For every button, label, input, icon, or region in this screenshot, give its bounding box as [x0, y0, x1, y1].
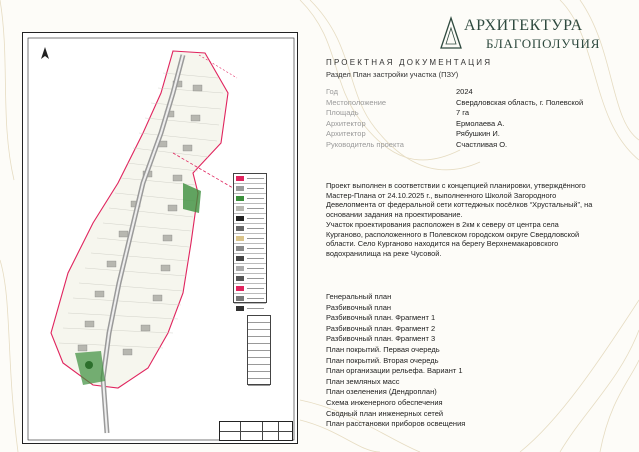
info-key: Местоположение	[326, 97, 387, 107]
document-subtitle: Раздел План застройки участка (ПЗУ)	[326, 70, 459, 79]
sheet-list-item: План земляных масс	[326, 376, 400, 386]
title-block-stamp	[219, 421, 293, 441]
description-paragraph-1: Проект выполнен в соответствии с концепцией планировки, утверждённого Мастер-Плана от 24.10.2025 г., выполненного Школой Загородного Девелопмента от федеральной сети коттеджных посёлков “Хрустальный”, на основании задания на проектирование.	[326, 181, 593, 220]
info-row-architect-1	[326, 119, 616, 130]
logo-triangle-icon	[440, 14, 462, 52]
description-paragraph-2: Участок проектирования расположен в 2км к северу от центра села Курганово, расположенного в Полевском городском округе Свердловской области. Село Курганово находится на берегу Верхнемакаровского водохранилища на реке Чусовой.	[326, 219, 580, 258]
drawing-legend	[233, 173, 267, 303]
document-title: ПРОЕКТНАЯ ДОКУМЕНТАЦИЯ	[326, 58, 493, 67]
info-value: 2024	[456, 87, 473, 96]
logo-line-2: БЛАГОПОЛУЧИЯ	[486, 36, 601, 51]
info-row-area	[326, 108, 616, 119]
sheet-list-item: План расстановки приборов освещения	[326, 419, 466, 429]
sheet-list-item: Разбивочный план	[326, 302, 392, 312]
info-key: Руководитель проекта	[326, 139, 404, 149]
sheet-list-item: Разбивочный план. Фрагмент 3	[326, 334, 436, 344]
project-info-table	[326, 87, 616, 150]
sheet-list-item: Сводный план инженерных сетей	[326, 408, 444, 418]
sheet-list-item: Разбивочный план. Фрагмент 1	[326, 313, 436, 323]
drawing-schedule-table	[247, 315, 271, 385]
drawing-sheet-list	[326, 292, 586, 430]
info-row-project-lead	[326, 140, 616, 151]
sheet-list-item: Разбивочный план. Фрагмент 2	[326, 323, 436, 333]
logo-line-1: АРХИТЕКТУРА	[464, 17, 583, 34]
sheet-list-item: Генеральный план	[326, 292, 392, 301]
info-value: Ермолаева А.	[456, 118, 505, 128]
info-row-location	[326, 98, 616, 109]
info-key: Год	[326, 87, 338, 96]
sheet-list-item: План покрытий. Вторая очередь	[326, 355, 439, 365]
info-value: 7 га	[456, 108, 469, 117]
sheet-list-item: Схема инженерного обеспечения	[326, 397, 443, 407]
project-description	[326, 181, 596, 259]
info-value: Рябушкин И.	[456, 129, 500, 138]
sheet-list-item: План озеленения (Дендроплан)	[326, 387, 437, 397]
info-value: Свердловская область, г. Полевской	[456, 97, 584, 107]
info-key: Площадь	[326, 108, 359, 117]
info-value: Счастливая О.	[456, 139, 508, 149]
company-logo	[440, 14, 620, 52]
info-row-architect-2	[326, 129, 616, 140]
info-key: Архитектор	[326, 118, 366, 128]
sheet-list-item: План покрытий. Первая очередь	[326, 344, 440, 354]
info-row-year	[326, 87, 616, 98]
site-plan-drawing-sheet	[22, 32, 298, 444]
sheet-list-item: План организации рельефа. Вариант 1	[326, 366, 463, 376]
info-key: Архитектор	[326, 129, 366, 138]
